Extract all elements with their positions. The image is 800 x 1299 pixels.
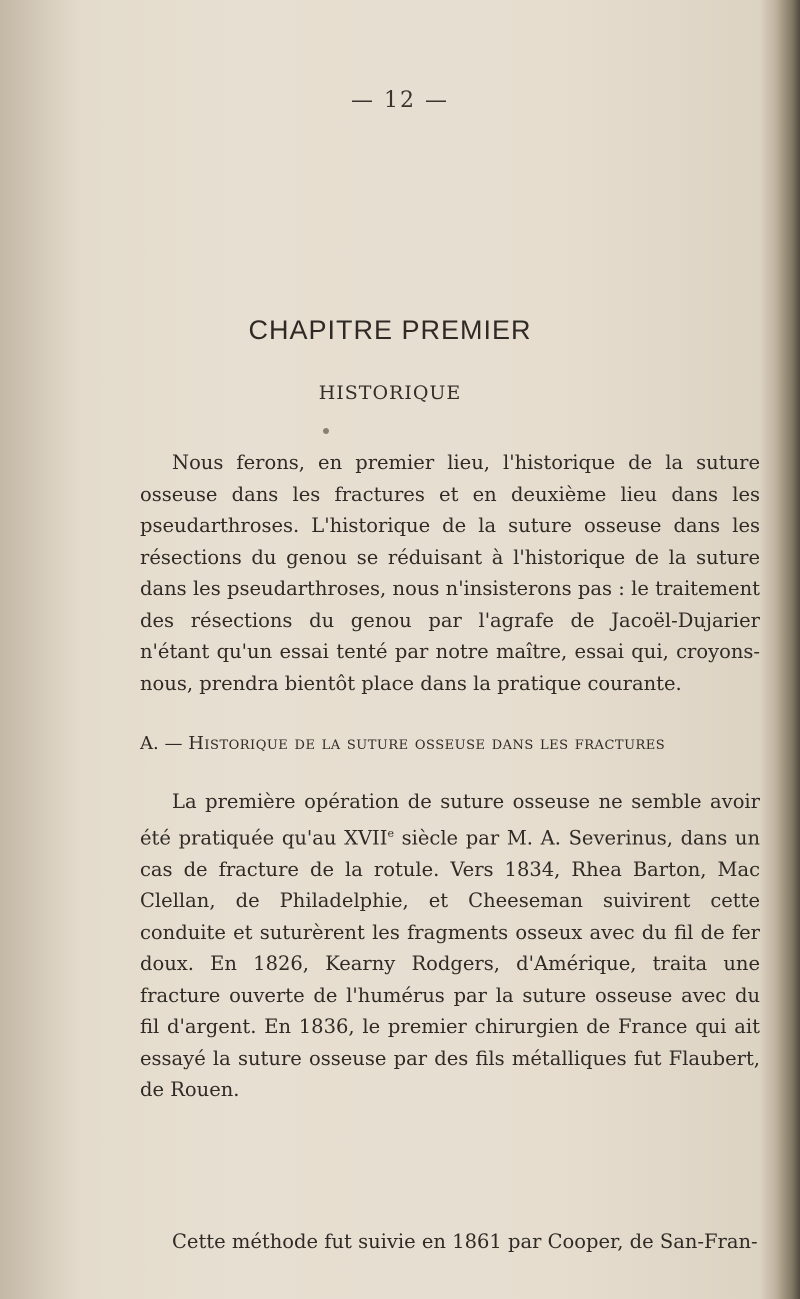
subsection-letter: A. bbox=[140, 733, 159, 754]
fractures-paragraph bbox=[140, 786, 760, 1106]
subsection-dash: — bbox=[164, 733, 183, 754]
page-left-shadow bbox=[0, 0, 80, 1299]
intro-paragraph: Nous ferons, en premier lieu, l'historique de la suture osseuse dans les fractures et en deuxième lieu dans les pseudarthroses. L'historique de la suture osseuse dans les résections du genou se réduisant à l'historique de la suture dans les pseudarthroses, nous n'insisterons pas : le traitement des résections du genou par l'agrafe de Jacoël-Dujarier n'étant qu'un essai tenté par notre maître, essai qui, croyons-nous, prendra bientôt place dans la pratique courante. bbox=[140, 451, 760, 695]
section-title: HISTORIQUE bbox=[318, 382, 462, 404]
subsection-heading bbox=[140, 733, 770, 754]
fractures-paragraph-start: La première opération de suture osseuse ne semble avoir été pratiquée qu'au XVII bbox=[140, 790, 760, 849]
century-superscript: e bbox=[387, 826, 394, 840]
page-number: — 12 — bbox=[351, 88, 449, 113]
subsection-title: Historique de la suture osseuse dans les fractures bbox=[188, 733, 666, 754]
chapter-title: CHAPITRE PREMIER bbox=[248, 315, 532, 345]
fractures-paragraph-rest: siècle par M. A. Severinus, dans un cas de fracture de la rotule. Vers 1834, Rhea Barton, Mac Clellan, de Philadelphie, et Cheeseman suivirent cette conduite et suturèrent les fragments osseux avec du fil de fer doux. En 1826, Kearny Rodgers, d'Amérique, traita une fracture ouverte de l'humérus par la suture osseuse avec du fil d'argent. En 1836, le premier chirurgien de France qui ait essayé la suture osseuse par des fils métalliques fut Flaubert, de Rouen. bbox=[140, 826, 761, 1101]
closing-paragraph: Cette méthode fut suivie en 1861 par Cooper, de San-Fran- bbox=[172, 1230, 758, 1253]
ornament-dot bbox=[323, 428, 329, 434]
page-right-edge bbox=[760, 0, 800, 1299]
